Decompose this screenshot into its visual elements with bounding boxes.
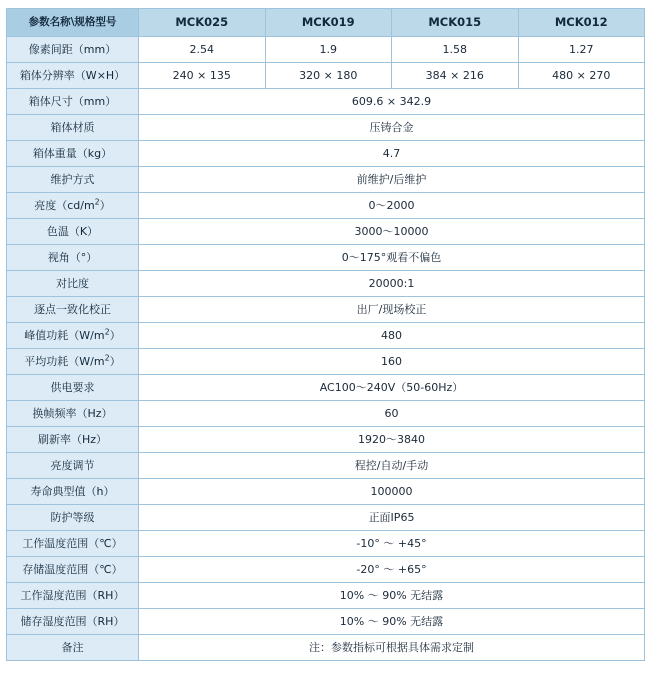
row-label: 像素间距（mm） bbox=[7, 37, 139, 63]
table-row bbox=[7, 479, 645, 505]
table-row bbox=[7, 635, 645, 661]
row-label: 峰值功耗$(W/m^2)$ bbox=[7, 323, 139, 349]
row-value: 0～2000 bbox=[139, 193, 645, 219]
row-value: 0～175°观看不偏色 bbox=[139, 245, 645, 271]
table-row bbox=[7, 271, 645, 297]
table-row bbox=[7, 219, 645, 245]
table-row bbox=[7, 427, 645, 453]
row-value: 程控/自动/手动 bbox=[139, 453, 645, 479]
table-row bbox=[7, 245, 645, 271]
table-row bbox=[7, 115, 645, 141]
table-row bbox=[7, 37, 645, 63]
table-row bbox=[7, 401, 645, 427]
row-value: 160 bbox=[139, 349, 645, 375]
row-value: 正面IP65 bbox=[139, 505, 645, 531]
row-value: 384 × 216 bbox=[392, 63, 519, 89]
table-row bbox=[7, 375, 645, 401]
row-value: 480 bbox=[139, 323, 645, 349]
row-label: 色温（K） bbox=[7, 219, 139, 245]
row-label: 防护等级 bbox=[7, 505, 139, 531]
row-label: 箱体材质 bbox=[7, 115, 139, 141]
table-row bbox=[7, 323, 645, 349]
row-value: 1.27 bbox=[518, 37, 645, 63]
row-label: 亮度调节 bbox=[7, 453, 139, 479]
row-label: 存储温度范围（℃） bbox=[7, 557, 139, 583]
table-row bbox=[7, 297, 645, 323]
table-row bbox=[7, 453, 645, 479]
table-row bbox=[7, 531, 645, 557]
row-value: 2.54 bbox=[139, 37, 266, 63]
header-model-1: MCK025 bbox=[139, 9, 266, 37]
row-value: 1920～3840 bbox=[139, 427, 645, 453]
table-row bbox=[7, 349, 645, 375]
table-row bbox=[7, 63, 645, 89]
header-corner-label: 参数名称\规格型号 bbox=[7, 9, 139, 37]
row-label: 逐点一致化校正 bbox=[7, 297, 139, 323]
row-value: AC100～240V（50-60Hz） bbox=[139, 375, 645, 401]
row-value: 4.7 bbox=[139, 141, 645, 167]
table-header-row bbox=[7, 9, 645, 37]
table-row bbox=[7, 557, 645, 583]
row-value: 20000:1 bbox=[139, 271, 645, 297]
row-value: 480 × 270 bbox=[518, 63, 645, 89]
row-label: 箱体分辨率（W×H） bbox=[7, 63, 139, 89]
row-value: -20° ～ +65° bbox=[139, 557, 645, 583]
row-label: 换帧频率（Hz） bbox=[7, 401, 139, 427]
header-model-4: MCK012 bbox=[518, 9, 645, 37]
row-value: 前维护/后维护 bbox=[139, 167, 645, 193]
row-value: 注：参数指标可根据具体需求定制 bbox=[139, 635, 645, 661]
row-label: 平均功耗$(W/m^2)$ bbox=[7, 349, 139, 375]
table-body bbox=[7, 9, 645, 661]
table-row bbox=[7, 193, 645, 219]
row-value: 60 bbox=[139, 401, 645, 427]
row-label: 工作湿度范围（RH） bbox=[7, 583, 139, 609]
row-value: 1.9 bbox=[265, 37, 392, 63]
row-value: 10% ～ 90% 无结露 bbox=[139, 609, 645, 635]
header-model-3: MCK015 bbox=[392, 9, 519, 37]
table-row bbox=[7, 583, 645, 609]
row-value: 240 × 135 bbox=[139, 63, 266, 89]
row-label: 储存湿度范围（RH） bbox=[7, 609, 139, 635]
row-value: 3000～10000 bbox=[139, 219, 645, 245]
row-label: 寿命典型值（h） bbox=[7, 479, 139, 505]
row-value: 320 × 180 bbox=[265, 63, 392, 89]
row-value: -10° ～ +45° bbox=[139, 531, 645, 557]
row-value: 100000 bbox=[139, 479, 645, 505]
table-row bbox=[7, 141, 645, 167]
table-row bbox=[7, 89, 645, 115]
row-label: 亮度$(cd/m^2)$ bbox=[7, 193, 139, 219]
row-value: 出厂/现场校正 bbox=[139, 297, 645, 323]
table-row bbox=[7, 609, 645, 635]
row-label: 箱体重量（kg） bbox=[7, 141, 139, 167]
row-label: 工作温度范围（℃） bbox=[7, 531, 139, 557]
row-label: 供电要求 bbox=[7, 375, 139, 401]
row-value: 609.6 × 342.9 bbox=[139, 89, 645, 115]
header-model-2: MCK019 bbox=[265, 9, 392, 37]
table-row bbox=[7, 505, 645, 531]
table-row bbox=[7, 167, 645, 193]
row-label: 备注 bbox=[7, 635, 139, 661]
row-value: 1.58 bbox=[392, 37, 519, 63]
specification-table bbox=[6, 8, 645, 661]
row-label: 刷新率（Hz） bbox=[7, 427, 139, 453]
row-label: 箱体尺寸（mm） bbox=[7, 89, 139, 115]
row-label: 对比度 bbox=[7, 271, 139, 297]
row-value: 压铸合金 bbox=[139, 115, 645, 141]
row-label: 视角（°） bbox=[7, 245, 139, 271]
row-label: 维护方式 bbox=[7, 167, 139, 193]
row-value: 10% ～ 90% 无结露 bbox=[139, 583, 645, 609]
